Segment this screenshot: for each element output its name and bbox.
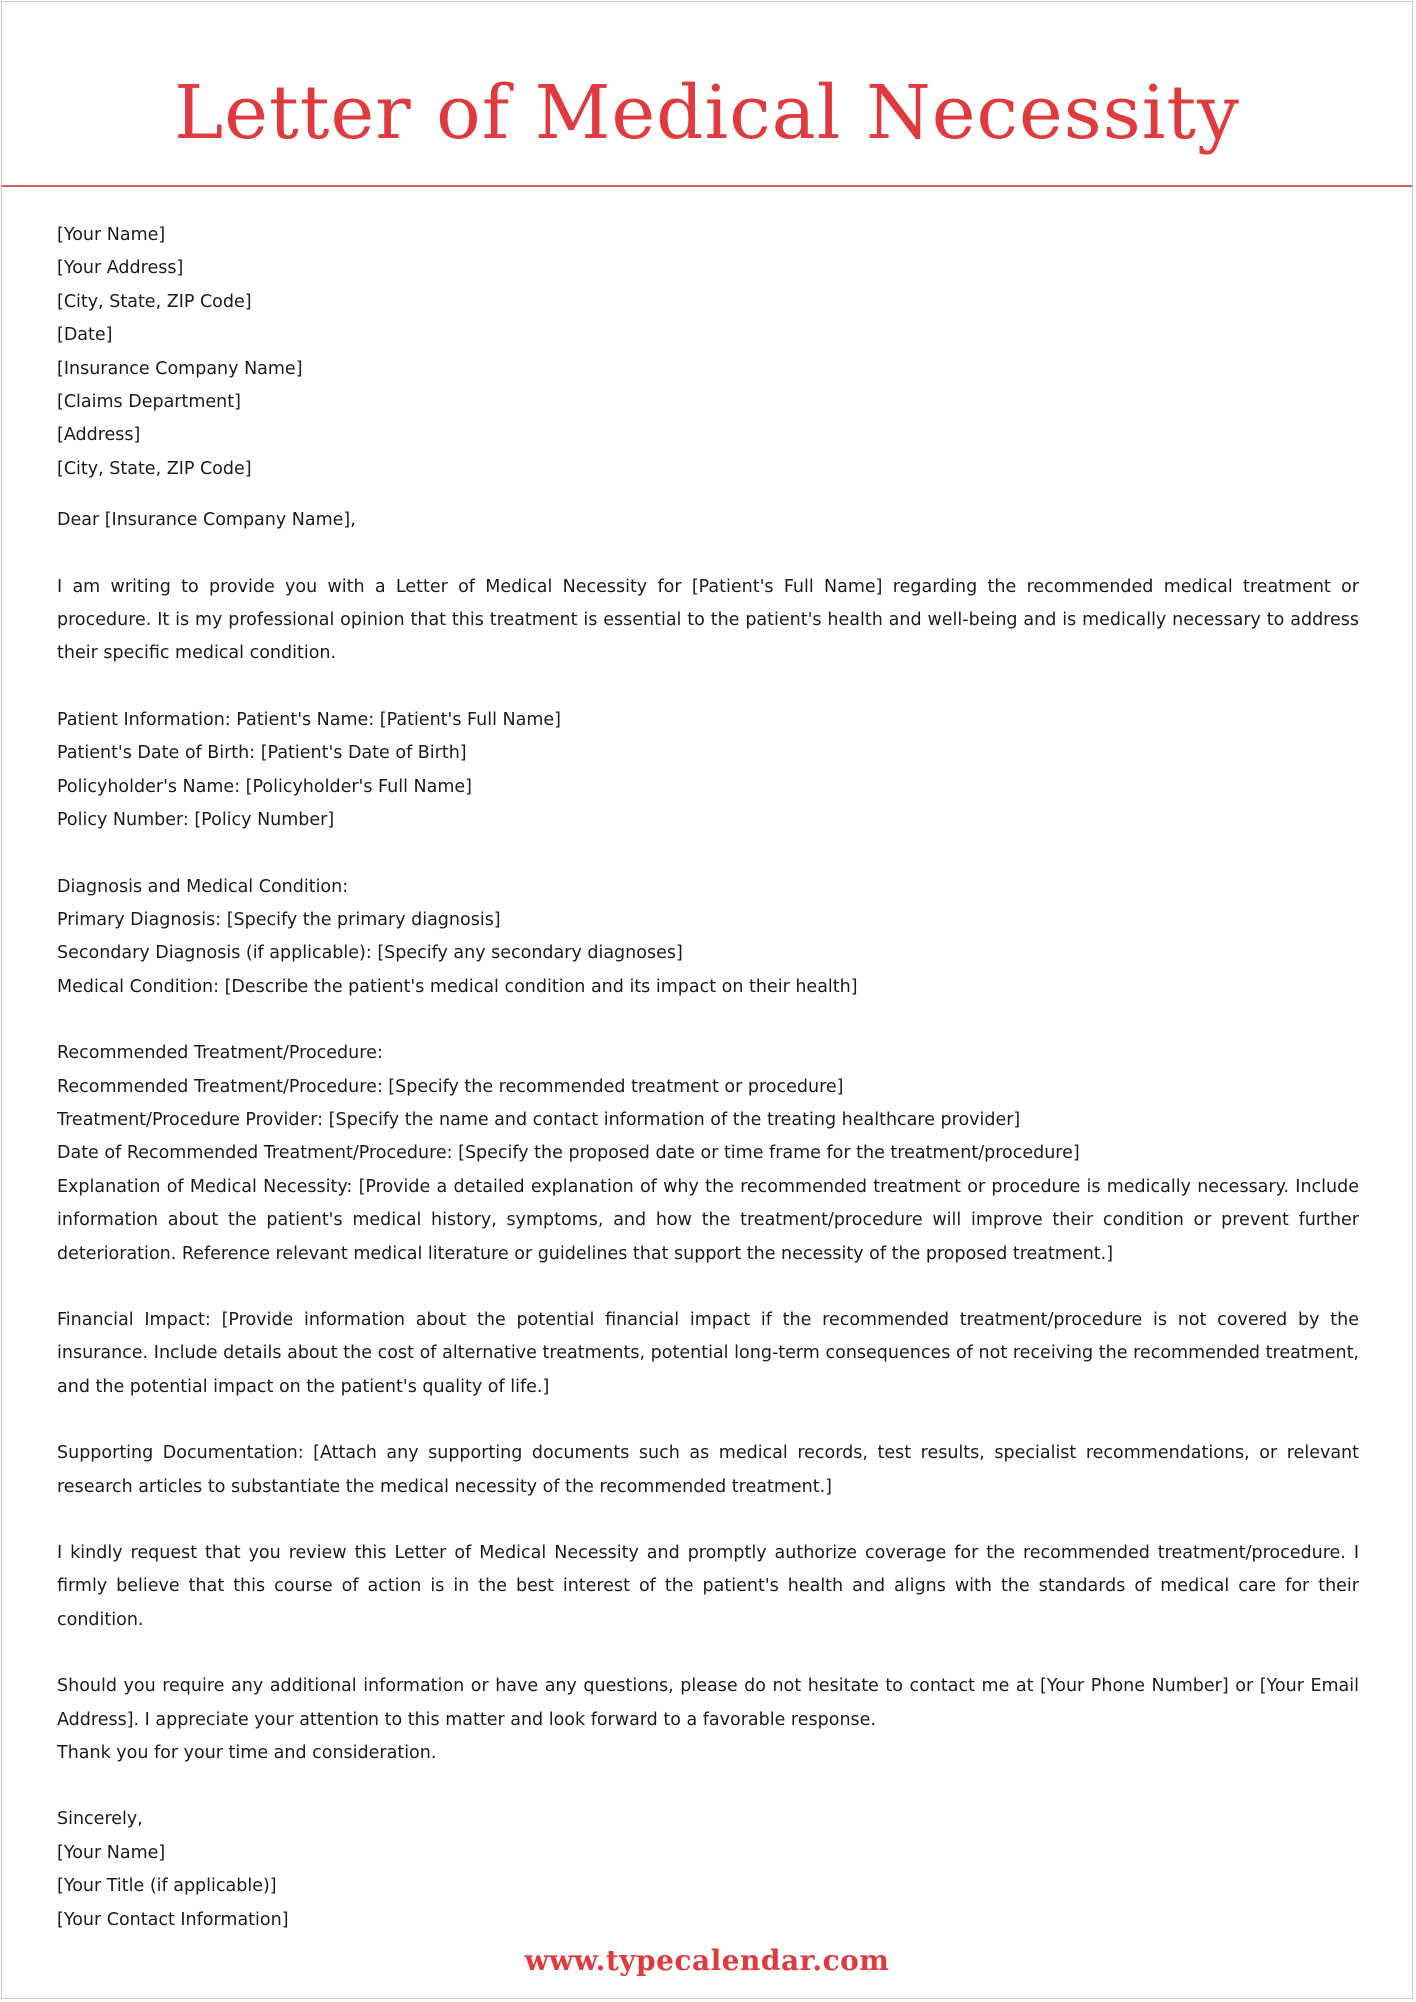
recipient-block xyxy=(57,353,1359,487)
title-divider xyxy=(2,185,1412,187)
request-paragraph: I kindly request that you review this Letter of Medical Necessity and promptly authorize coverage for the recommended treatment/procedure. I firmly believe that this course of action is in the best interest of the patient's health and aligns with the standards of medical care for their condition. xyxy=(57,1543,1359,1630)
letter-title: Letter of Medical Necessity xyxy=(174,70,1240,156)
recipient-line: [Claims Department] xyxy=(57,392,241,413)
sender-line: [City, State, ZIP Code] xyxy=(57,291,252,312)
sender-line: [Your Name] xyxy=(57,225,166,245)
thanks-line: Thank you for your time and consideration. xyxy=(57,1743,437,1764)
patient-info-block xyxy=(57,704,1359,838)
closing-block xyxy=(57,1803,1359,1937)
treatment-line: Recommended Treatment/Procedure: [Specify the recommended treatment or procedure] xyxy=(57,1076,844,1097)
explanation-paragraph: Explanation of Medical Necessity: [Provide a detailed explanation of why the recommended treatment or procedure is medically necessary. Include information about the patient's medical history, symptoms, and how the treatment/procedure will improve their condition or prevent further deterioration. Reference relevant medical literature or guidelines that support the necessity of the proposed treatment.] xyxy=(57,1176,1359,1264)
intro-paragraph: I am writing to provide you with a Letter of Medical Necessity for [Patient's Full Name] regarding the recommended medical treatment or procedure. It is my professional opinion that this treatment is essential to the patient's health and well-being and is medically necessary to address their specific medical condition. xyxy=(57,576,1359,664)
diagnosis-line: Medical Condition: [Describe the patient's medical condition and its impact on their health] xyxy=(57,976,858,997)
patient-info-line: Policy Number: [Policy Number] xyxy=(57,810,335,831)
closing-line: [Your Contact Information] xyxy=(57,1909,289,1930)
sender-line: [Your Address] xyxy=(57,258,184,279)
closing-line: Sincerely, xyxy=(57,1809,143,1830)
diagnosis-heading: Diagnosis and Medical Condition: xyxy=(57,876,349,897)
recipient-line: [Insurance Company Name] xyxy=(57,358,303,379)
treatment-line: Treatment/Procedure Provider: [Specify the name and contact information of the treating healthcare provider] xyxy=(57,1109,1021,1130)
salutation: Dear [Insurance Company Name], xyxy=(57,510,356,531)
recipient-line: [Address] xyxy=(57,425,141,446)
treatment-line: Date of Recommended Treatment/Procedure: [Specify the proposed date or time frame for the treatment/procedure] xyxy=(57,1143,1080,1164)
letter-body xyxy=(57,219,1359,1937)
closing-line: [Your Title (if applicable)] xyxy=(57,1876,277,1897)
sender-block xyxy=(57,219,1359,353)
patient-info-line: Policyholder's Name: [Policyholder's Full Name] xyxy=(57,776,472,797)
footer-website-link[interactable]: www.typecalendar.com xyxy=(524,1944,890,1977)
diagnosis-block xyxy=(57,871,1359,1005)
recipient-line: [City, State, ZIP Code] xyxy=(57,458,252,479)
patient-info-line: Patient's Date of Birth: [Patient's Date of Birth] xyxy=(57,743,467,764)
closing-line: [Your Name] xyxy=(57,1842,166,1863)
sender-line: [Date] xyxy=(57,325,113,346)
patient-info-line: Patient Information: Patient's Name: [Patient's Full Name] xyxy=(57,709,561,730)
diagnosis-line: Secondary Diagnosis (if applicable): [Specify any secondary diagnoses] xyxy=(57,943,683,964)
supporting-documentation-paragraph: Supporting Documentation: [Attach any supporting documents such as medical records, test results, specialist recommendations, or relevant research articles to substantiate the medical necessity of the recommended treatment.] xyxy=(57,1443,1359,1497)
contact-paragraph: Should you require any additional information or have any questions, please do not hesitate to contact me at [Your Phone Number] or [Your Email Address]. I appreciate your attention to this matter and look forward to a favorable response. xyxy=(57,1676,1359,1730)
letter-page xyxy=(1,1,1413,1999)
diagnosis-line: Primary Diagnosis: [Specify the primary diagnosis] xyxy=(57,909,501,930)
financial-impact-paragraph: Financial Impact: [Provide information about the potential financial impact if the recommended treatment/procedure is not covered by the insurance. Include details about the cost of alternative treatments, potential long-term consequences of not receiving the recommended treatment, and the potential impact on the patient's quality of life.] xyxy=(57,1309,1359,1397)
treatment-heading: Recommended Treatment/Procedure: xyxy=(57,1043,383,1064)
treatment-block xyxy=(57,1037,1359,1271)
